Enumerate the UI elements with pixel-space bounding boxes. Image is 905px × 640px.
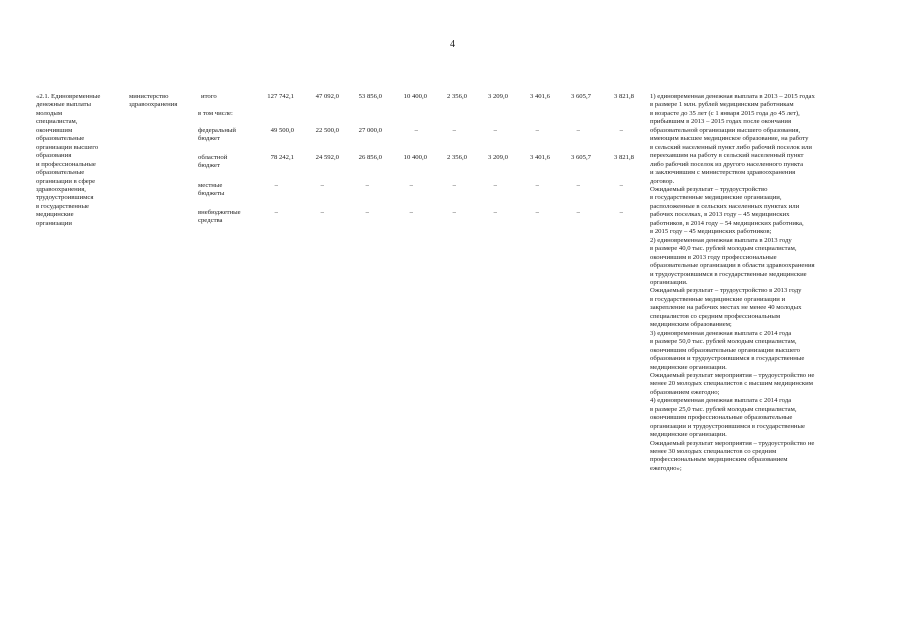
source-label-line: местные <box>198 182 223 189</box>
funding-value: 47 092,0 <box>315 93 339 100</box>
result-line: работников, в 2014 году – 54 медицинских работника, <box>650 219 804 227</box>
result-line: медицинские организации. <box>650 431 727 439</box>
result-line: ежегодно»; <box>650 464 682 472</box>
result-line: в 2015 году – 45 медицинских работников; <box>650 228 772 236</box>
funding-value: – <box>452 182 456 189</box>
result-line: менее 30 молодых специалистов со средним <box>650 448 777 456</box>
result-line: менее 20 молодых специалистов с высшим медицинским <box>650 380 813 388</box>
executor-line: здравоохранения <box>129 101 178 109</box>
result-line: рабочих поселках, в 2013 году – 45 медицинских <box>650 211 790 219</box>
funding-value: 127 742,1 <box>267 93 294 100</box>
measure-name-line: окончившим <box>36 126 73 134</box>
measure-name-line: образовательные <box>36 135 85 143</box>
result-line: в государственные медицинские организации, <box>650 194 782 202</box>
funding-value: – <box>576 209 580 216</box>
measure-name-line: организации <box>36 219 72 227</box>
funding-value: – <box>576 182 580 189</box>
funding-value: 53 856,0 <box>358 93 382 100</box>
source-label-line: средства <box>198 217 223 225</box>
funding-value: 3 821,8 <box>613 154 634 161</box>
result-line: окончившим в 2013 году профессиональные <box>650 253 777 261</box>
source-label-regional <box>198 154 254 171</box>
result-line: в размере 40,0 тыс. рублей молодым специалистам, <box>650 245 797 253</box>
funding-value: 3 401,6 <box>529 154 550 161</box>
funding-value: 3 209,0 <box>487 93 508 100</box>
source-label-line: в том числе: <box>198 110 233 117</box>
result-line: медицинские организации. <box>650 363 727 371</box>
funding-value: – <box>414 127 418 134</box>
result-line: Ожидаемый результат – трудоустройство <box>650 185 768 193</box>
page-number: 4 <box>450 39 455 50</box>
expected-result-cell <box>650 93 872 473</box>
funding-value: – <box>274 209 278 216</box>
result-line: закрепление на рабочих местах не менее 40 молодых <box>650 304 802 312</box>
measure-name-line: медицинские <box>36 211 74 219</box>
measure-name-cell <box>36 93 118 228</box>
funding-value: 10 400,0 <box>403 154 427 161</box>
funding-value: 49 500,0 <box>270 127 294 134</box>
funding-value: – <box>535 209 539 216</box>
result-line: 2) единовременная денежная выплата в 2013 году <box>650 236 792 244</box>
result-line: 3) единовременная денежная выплата с 2014 года <box>650 329 792 337</box>
result-line: 4) единовременная денежная выплата с 2014 года <box>650 397 792 405</box>
source-label-total <box>198 93 257 101</box>
result-line: прибывшим в 2013 – 2015 годах после окончания <box>650 118 792 126</box>
funding-value: 3 209,0 <box>487 154 508 161</box>
measure-name-line: специалистам, <box>36 118 78 126</box>
result-line: профессиональным медицинским образованием <box>650 456 788 464</box>
result-line: договор. <box>650 177 675 185</box>
result-line: переехавшим на работу в сельский населенный пункт <box>650 152 804 160</box>
funding-value: – <box>576 127 580 134</box>
funding-value: – <box>535 127 539 134</box>
result-line: медицинским образованием; <box>650 321 732 329</box>
result-line: специалистов со средним профессиональным <box>650 312 781 320</box>
funding-value: 2 356,0 <box>446 154 467 161</box>
result-line: Ожидаемый результат мероприятия – трудоустройство не <box>650 439 815 447</box>
funding-value: 22 500,0 <box>315 127 339 134</box>
funding-value: 3 401,6 <box>529 93 550 100</box>
funding-value: – <box>619 182 623 189</box>
funding-value: – <box>409 182 413 189</box>
funding-value: 24 592,0 <box>315 154 339 161</box>
funding-value: – <box>452 209 456 216</box>
source-label-line: областной <box>198 154 228 161</box>
result-line: образованием ежегодно; <box>650 388 720 396</box>
funding-value: 10 400,0 <box>403 93 427 100</box>
result-line: организации. <box>650 278 688 286</box>
result-line: образовательной организации высшего образования, <box>650 126 801 134</box>
measure-name-line: образования <box>36 152 72 160</box>
measure-name-line: молодым <box>36 109 63 117</box>
measure-name-line: образовательные <box>36 169 85 177</box>
funding-value: – <box>452 127 456 134</box>
source-label-line: бюджет <box>198 162 220 170</box>
funding-value: – <box>320 209 324 216</box>
funding-value: – <box>365 209 369 216</box>
result-line: в сельский населенный пункт либо рабочий поселок или <box>650 143 812 151</box>
result-line: 1) единовременная денежная выплата в 2013 – 2015 годах <box>650 93 815 100</box>
funding-value: 3 605,7 <box>570 154 591 161</box>
result-line: окончившим профессиональные образовательные <box>650 414 793 422</box>
measure-name-line: организации в сфере <box>36 177 96 185</box>
source-label-line: итого <box>201 93 217 100</box>
source-label-line: внебюджетные <box>198 209 241 216</box>
result-line: в размере 25,0 тыс. рублей молодым специалистам, <box>650 405 797 413</box>
funding-value: 27 000,0 <box>358 127 382 134</box>
measure-name-line: трудоустроившимся <box>36 194 94 202</box>
result-line: образования и трудоустроившимся в государственные <box>650 355 805 363</box>
measure-name-line: организации высшего <box>36 143 99 151</box>
funding-value: 78 242,1 <box>270 154 294 161</box>
result-line: образовательные организации в области здравоохранения <box>650 262 815 270</box>
measure-name-line: «2.1. Единовременные <box>36 93 101 100</box>
funding-value: – <box>493 209 497 216</box>
funding-value: – <box>535 182 539 189</box>
source-label-local <box>198 182 254 199</box>
result-line: в возрасте до 35 лет (с 1 января 2015 года до 45 лет), <box>650 109 800 117</box>
funding-value: 2 356,0 <box>446 93 467 100</box>
result-line: либо рабочий поселок из другого населенного пункта <box>650 160 804 168</box>
source-label-federal <box>198 127 254 144</box>
source-label-extrabudgetary <box>198 209 254 226</box>
funding-value: – <box>320 182 324 189</box>
funding-value: – <box>365 182 369 189</box>
result-line: в размере 50,0 тыс. рублей молодым специалистам, <box>650 338 797 346</box>
funding-value: – <box>619 127 623 134</box>
funding-value: 26 856,0 <box>358 154 382 161</box>
source-label-line: бюджеты <box>198 190 225 198</box>
source-label-line: федеральный <box>198 127 236 134</box>
funding-value: 3 605,7 <box>570 93 591 100</box>
result-line: и трудоустроившимся в государственные медицинские <box>650 270 807 278</box>
result-line: имеющим высшее медицинское образование, на работу <box>650 135 809 143</box>
result-line: организации и трудоустроившимся в государственные <box>650 422 805 430</box>
measure-name-line: в государственные <box>36 202 90 210</box>
result-line: и заключившим с министерством здравоохранения <box>650 169 796 177</box>
funding-value: 3 821,8 <box>613 93 634 100</box>
measure-name-line: здравоохранения, <box>36 185 86 193</box>
measure-name-line: денежные выплаты <box>36 101 92 109</box>
result-line: расположенные в сельских населенных пунктах или <box>650 202 800 210</box>
funding-value: – <box>619 209 623 216</box>
funding-value: – <box>493 182 497 189</box>
result-line: окончившим образовательные организации высшего <box>650 346 800 354</box>
source-label-line: бюджет <box>198 135 220 143</box>
result-line: в государственные медицинские организации и <box>650 295 786 303</box>
result-line: Ожидаемый результат мероприятия – трудоустройство не <box>650 371 815 379</box>
result-line: в размере 1 млн. рублей медицинским работникам <box>650 101 794 109</box>
executor-cell <box>129 93 197 110</box>
funding-value: – <box>493 127 497 134</box>
source-label-including <box>198 110 254 118</box>
funding-value: – <box>274 182 278 189</box>
result-line: Ожидаемый результат – трудоустройство в 2013 году <box>650 287 802 295</box>
measure-name-line: и профессиональные <box>36 160 96 168</box>
funding-value: – <box>409 209 413 216</box>
executor-line: министерство <box>129 93 169 100</box>
